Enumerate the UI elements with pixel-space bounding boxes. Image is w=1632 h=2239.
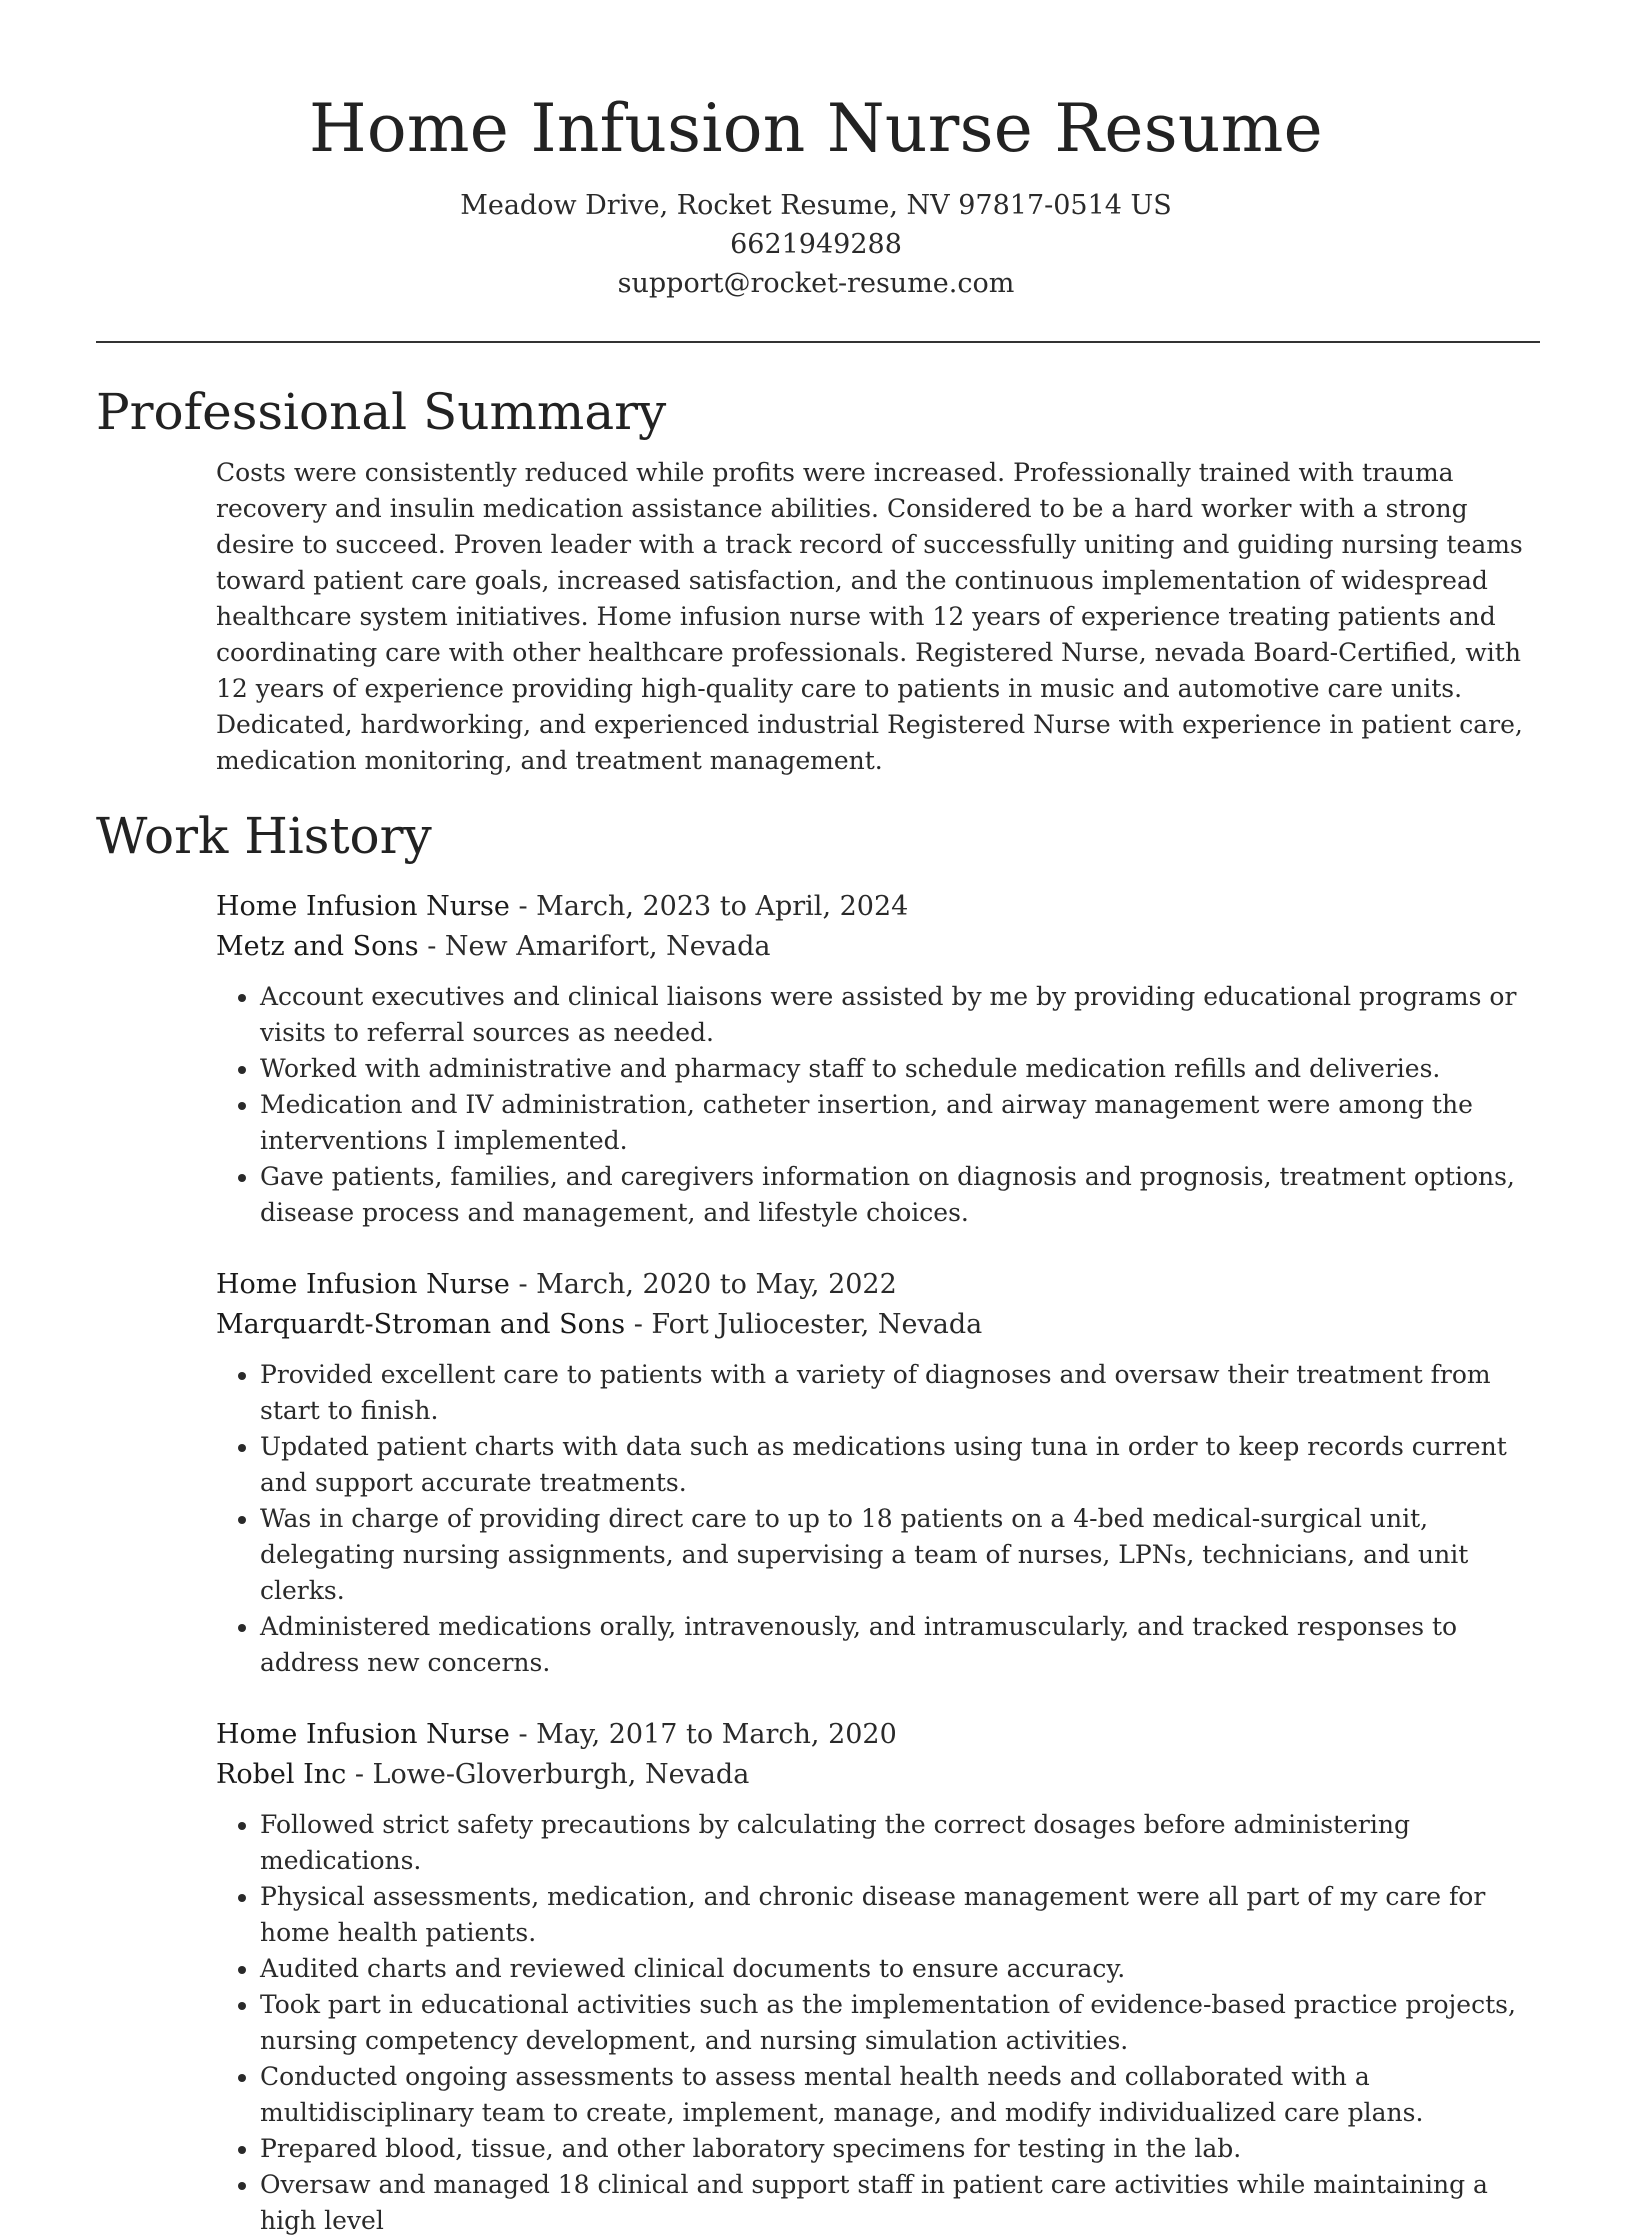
resume-title: Home Infusion Nurse Resume [309,90,1323,167]
job-bullets [216,1357,1536,1681]
job-company: Marquardt-Stroman and Sons [216,1309,626,1340]
contact-address: Meadow Drive, Rocket Resume, NV 97817-0514 US [460,190,1172,221]
work-history-heading: Work History [96,807,432,865]
job-location: - Lowe-Gloverburgh, Nevada [346,1759,750,1790]
job-title-line [216,1715,1536,1755]
work-history-section [216,887,1536,2239]
job-bullet: • Account executives and clinical liaisons were assisted by me by providing educational programs or visits to referral sources as needed. [260,979,1536,1051]
job-company-line [216,1755,1536,1795]
summary-text: Costs were consistently reduced while profits were increased. Professionally trained with trauma recovery and insulin medication assistance abilities. Considered to be a hard worker with a strong desire to succeed. Proven leader with a track record of successfully uniting and guiding nursing teams toward patient care goals, increased satisfaction, and the continuous implementation of widespread healthcare system initiatives. Home infusion nurse with 12 years of experience treating patients and coordinating care with other healthcare professionals. Registered Nurse, nevada Board-Certified, with 12 years of experience providing high-quality care to patients in music and automotive care units. Dedicated, hardworking, and experienced industrial Registered Nurse with experience in patient care, medication monitoring, and treatment management. [216,458,1523,775]
job-bullets [216,1807,1536,2239]
job-bullet: • Prepared blood, tissue, and other laboratory specimens for testing in the lab. [260,2131,1536,2167]
job-bullet: • Audited charts and reviewed clinical documents to ensure accuracy. [260,1951,1536,1987]
job-bullet: • Physical assessments, medication, and chronic disease management were all part of my care for home health patients. [260,1879,1536,1951]
job-dates: - March, 2020 to May, 2022 [509,1269,897,1300]
job-bullet: • Conducted ongoing assessments to assess mental health needs and collaborated with a multidisciplinary team to create, implement, manage, and modify individualized care plans. [260,2059,1536,2131]
job-bullet: • Administered medications orally, intravenously, and intramuscularly, and tracked responses to address new concerns. [260,1609,1536,1681]
job-company-line [216,927,1536,967]
job-location: - New Amarifort, Nevada [418,931,771,962]
job-bullet: • Updated patient charts with data such as medications using tuna in order to keep records current and support accurate treatments. [260,1429,1536,1501]
job-bullet: • Was in charge of providing direct care to up to 18 patients on a 4-bed medical-surgical unit, delegating nursing assignments, and supervising a team of nurses, LPNs, technicians, and unit clerks. [260,1501,1536,1609]
resume-header [96,0,1536,303]
summary-heading: Professional Summary [96,383,667,441]
contact-block [96,186,1536,303]
job-bullet: • Gave patients, families, and caregivers information on diagnosis and prognosis, treatment options, disease process and management, and lifestyle choices. [260,1159,1536,1231]
job-bullet: • Provided excellent care to patients with a variety of diagnoses and oversaw their treatment from start to finish. [260,1357,1536,1429]
job-bullet: • Medication and IV administration, catheter insertion, and airway management were among the interventions I implemented. [260,1087,1536,1159]
job-company-line [216,1305,1536,1345]
job-entry [216,1715,1536,2239]
job-bullet: • Took part in educational activities such as the implementation of evidence-based practice projects, nursing competency development, and nursing simulation activities. [260,1987,1536,2059]
contact-phone: 6621949288 [730,229,902,260]
job-role: Home Infusion Nurse [216,1719,510,1750]
job-bullet: • Followed strict safety precautions by calculating the correct dosages before administering medications. [260,1807,1536,1879]
summary-section [216,455,1536,779]
job-role: Home Infusion Nurse [216,891,510,922]
job-dates: - March, 2023 to April, 2024 [509,891,909,922]
header-divider [96,341,1540,343]
job-role: Home Infusion Nurse [216,1269,510,1300]
job-title-line [216,1265,1536,1305]
job-bullets [216,979,1536,1231]
job-entry [216,1265,1536,1681]
job-location: - Fort Juliocester, Nevada [625,1309,983,1340]
job-entry [216,887,1536,1231]
contact-email: support@rocket-resume.com [617,268,1015,299]
job-company: Robel Inc [216,1759,347,1790]
job-dates: - May, 2017 to March, 2020 [509,1719,897,1750]
job-bullet: • Worked with administrative and pharmacy staff to schedule medication refills and deliveries. [260,1051,1536,1087]
job-company: Metz and Sons [216,931,419,962]
job-title-line [216,887,1536,927]
job-bullet: • Oversaw and managed 18 clinical and support staff in patient care activities while maintaining a high level [260,2167,1536,2239]
